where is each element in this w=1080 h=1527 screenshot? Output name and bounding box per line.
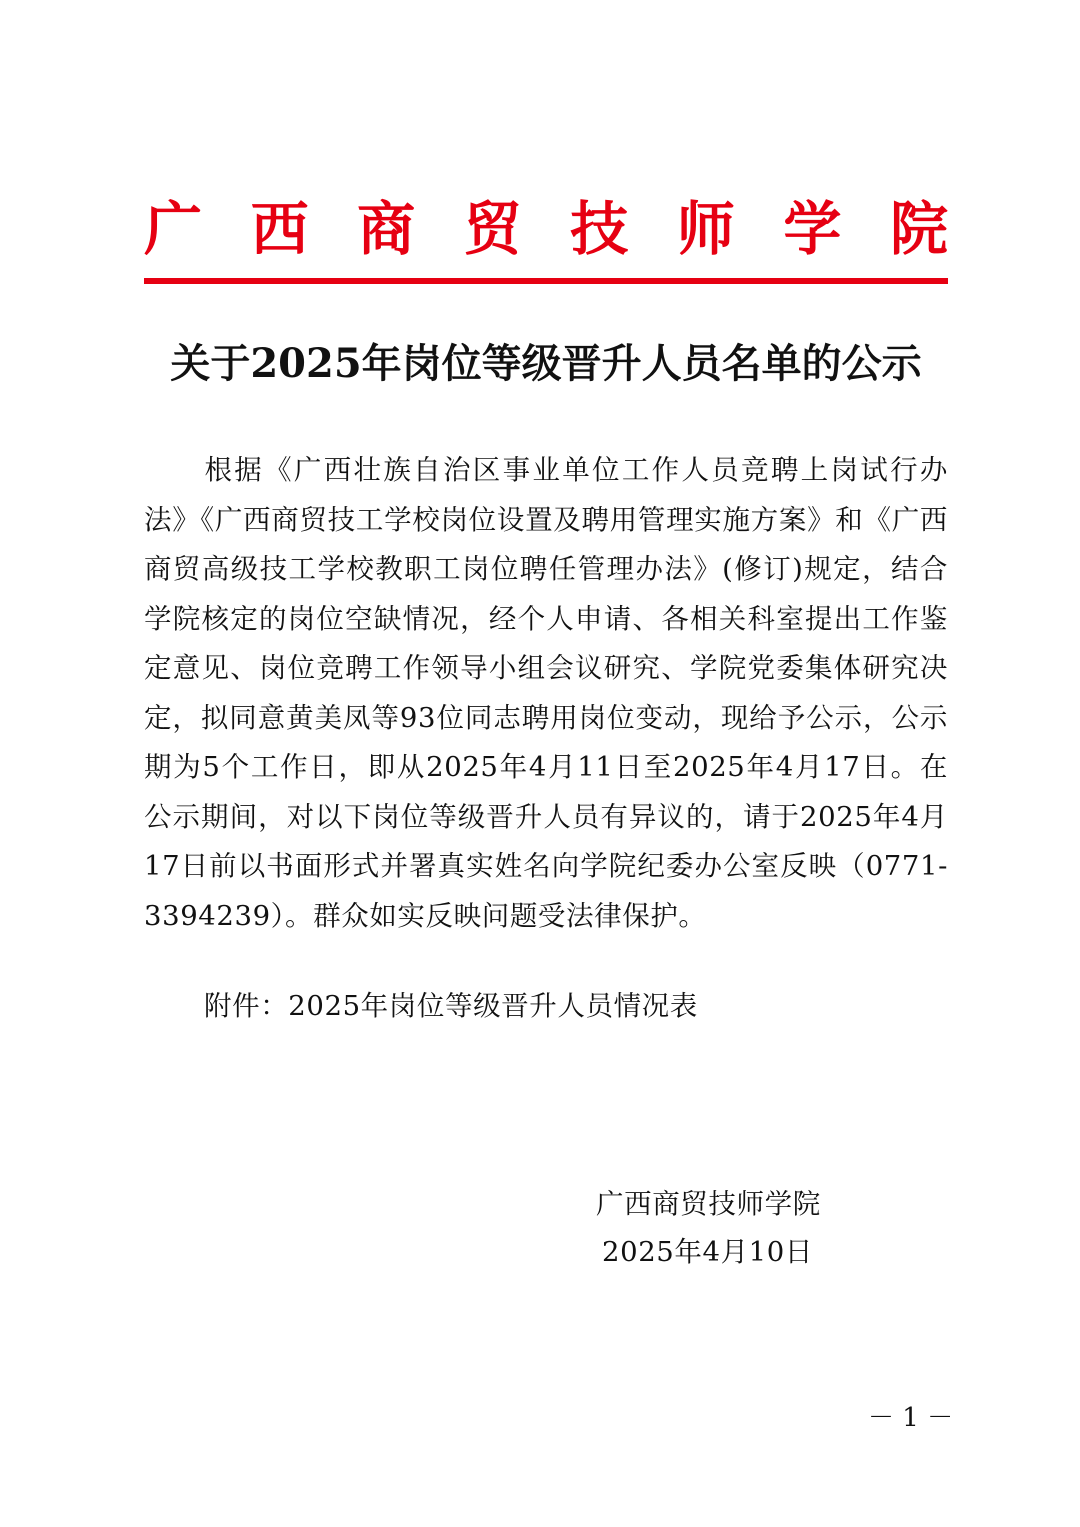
header-char: 西 xyxy=(250,195,309,263)
notice-body-paragraph: 根据《广西壮族自治区事业单位工作人员竞聘上岗试行办法》《广西商贸技工学校岗位设置及聘用管理实施方案》和《广西商贸高级技工学校教职工岗位聘任管理办法》(修订)规定，结合学院核定的岗位空缺情况，经个人申请、各相关科室提出工作鉴定意见、岗位竞聘工作领导小组会议研究、学院党委集体研究决定，拟同意黄美凤等93位同志聘用岗位变动，现给予公示，公示期为5个工作日，即从2025年4月11日至2025年4月17日。在公示期间，对以下岗位等级晋升人员有异议的，请于2025年4月17日前以书面形式并署真实姓名向学院纪委办公室反映（0771-3394239）。群众如实反映问题受法律保护。 xyxy=(144,454,948,932)
header-char: 技 xyxy=(570,195,629,263)
header-char: 贸 xyxy=(463,195,522,263)
document-title: 关于2025年岗位等级晋升人员名单的公示 xyxy=(170,340,922,387)
header-char: 学 xyxy=(783,195,842,263)
signature-date: 2025年4月10日 xyxy=(602,1236,813,1268)
header-char: 院 xyxy=(889,195,948,263)
header-red-rule xyxy=(144,278,948,284)
signature-organization: 广西商贸技师学院 xyxy=(596,1188,821,1220)
header-institution-name xyxy=(144,193,948,265)
header-char: 商 xyxy=(357,195,416,263)
header-char: 广 xyxy=(144,195,203,263)
page-number: － 1 － xyxy=(868,1403,954,1433)
header-char: 师 xyxy=(676,195,735,263)
attachment-line: 附件：2025年岗位等级晋升人员情况表 xyxy=(204,990,698,1022)
